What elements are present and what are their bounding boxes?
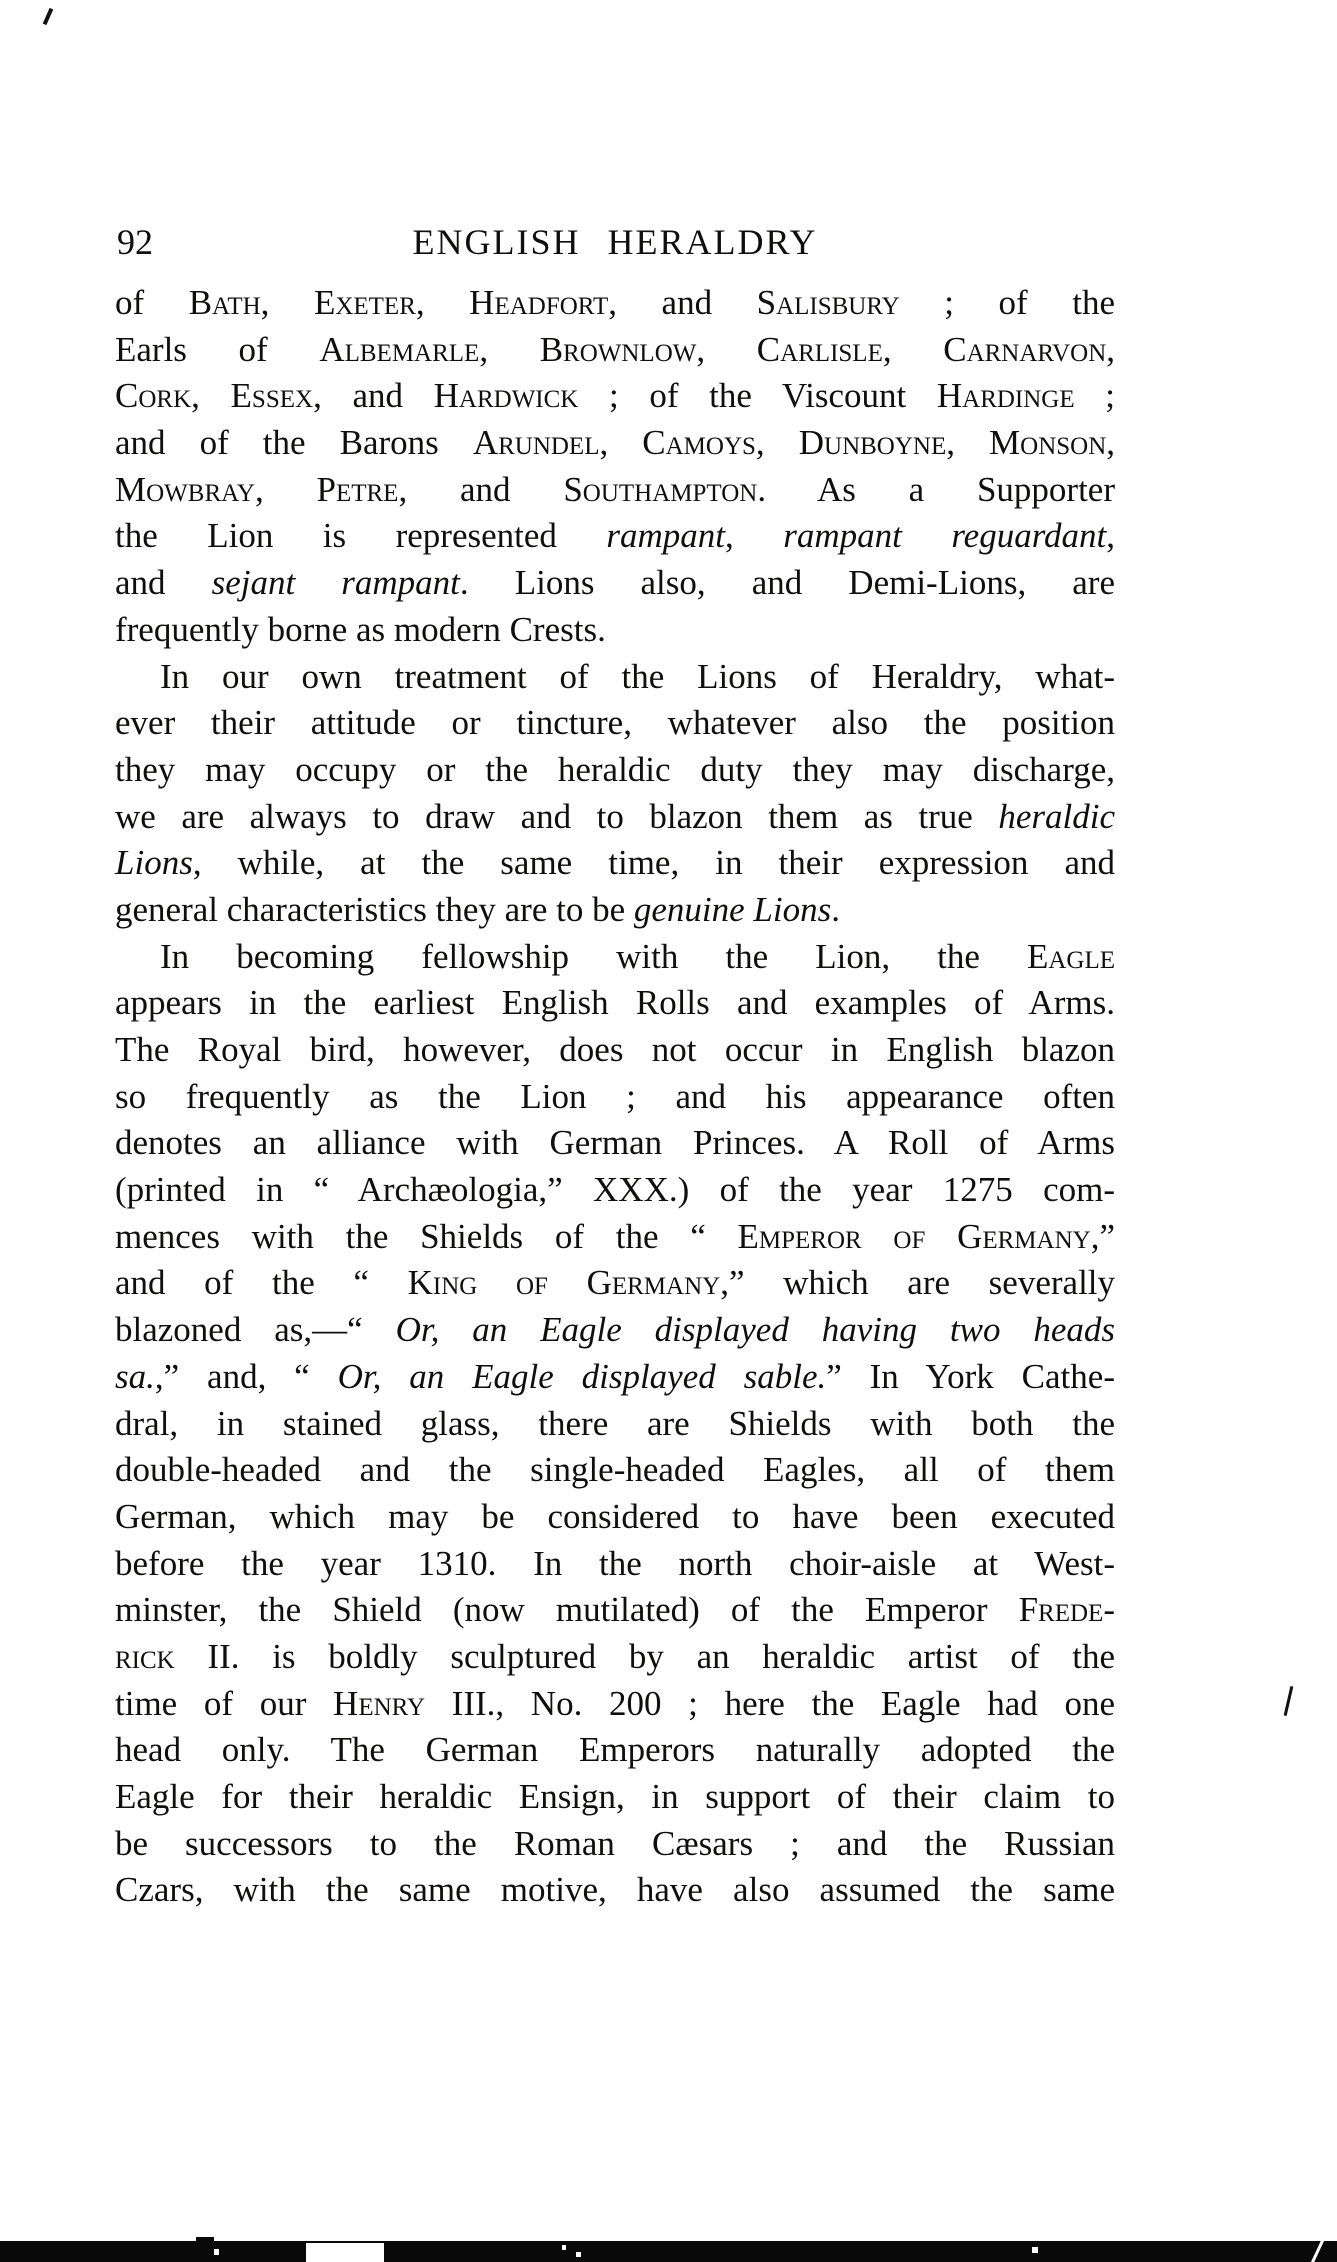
text-segment: , bbox=[1106, 329, 1116, 369]
text-segment: , bbox=[599, 423, 643, 463]
text-line bbox=[115, 1307, 1115, 1354]
text-segment: , bbox=[260, 283, 314, 322]
text-line bbox=[115, 794, 1115, 841]
text-segment: (printed in “ Archæologia,” XXX.) of the year 1275 com- bbox=[115, 1170, 1115, 1210]
small-caps-text: Bath bbox=[188, 283, 261, 322]
small-caps-text: Brownlow bbox=[539, 329, 697, 369]
text-segment: ; of the bbox=[899, 283, 1115, 322]
scan-bar-speck bbox=[214, 2249, 219, 2255]
text-segment: Earls of bbox=[115, 329, 320, 369]
text-line bbox=[115, 607, 1115, 654]
text-line bbox=[115, 1260, 1115, 1307]
small-caps-text: Camoys bbox=[642, 423, 756, 463]
text-segment: and of the Barons bbox=[115, 423, 473, 463]
text-segment: The Royal bird, however, does not occur in English blazon bbox=[115, 1030, 1115, 1069]
text-segment: , bbox=[946, 423, 990, 463]
text-segment: blazoned as,—“ bbox=[115, 1310, 396, 1350]
corner-scan-mark bbox=[43, 8, 54, 25]
text-line bbox=[115, 1634, 1115, 1681]
text-segment: . Lions also, and Demi-Lions, are bbox=[459, 563, 1115, 603]
text-segment: , and bbox=[398, 469, 564, 509]
text-segment: III., No. 200 ; here the Eagle had one bbox=[425, 1683, 1115, 1723]
text-segment: before the year 1310. In the north choir-aisle at West- bbox=[115, 1543, 1115, 1583]
text-line bbox=[115, 1120, 1115, 1167]
text-segment: head only. The German Emperors naturally adopted the bbox=[115, 1730, 1115, 1770]
text-segment: and bbox=[115, 563, 212, 603]
stray-pen-mark bbox=[1284, 1686, 1294, 1716]
text-line bbox=[115, 1821, 1115, 1868]
small-caps-text: Henry bbox=[333, 1683, 425, 1723]
text-segment: appears in the earliest English Rolls and examples of Arms. bbox=[115, 983, 1115, 1023]
italic-text: genuine Lions bbox=[633, 889, 832, 929]
small-caps-text: Albemarle bbox=[319, 329, 480, 369]
text-segment: , and bbox=[608, 283, 757, 322]
text-line bbox=[115, 327, 1115, 374]
small-caps-text: Eagle bbox=[1026, 936, 1115, 976]
small-caps-text: Exeter bbox=[313, 283, 416, 322]
text-line bbox=[115, 887, 1115, 934]
text-line bbox=[115, 747, 1115, 794]
small-caps-text: Mowbray bbox=[115, 469, 255, 509]
text-line bbox=[115, 1027, 1115, 1074]
text-line bbox=[115, 700, 1115, 747]
small-caps-text: rick bbox=[115, 1636, 175, 1676]
italic-text: heraldic bbox=[998, 796, 1115, 836]
text-segment: , bbox=[755, 423, 799, 463]
text-segment: time of our bbox=[115, 1683, 334, 1723]
text-line bbox=[115, 1354, 1115, 1401]
text-line bbox=[115, 1587, 1115, 1634]
text-line bbox=[115, 513, 1115, 560]
text-segment: ” In York Cathe- bbox=[826, 1356, 1115, 1396]
text-segment: ,” which are severally bbox=[720, 1263, 1116, 1303]
text-segment: . bbox=[831, 889, 840, 929]
text-line bbox=[115, 1867, 1115, 1914]
text-line bbox=[115, 1727, 1115, 1774]
italic-text: Or, an Eagle displayed sable. bbox=[337, 1356, 827, 1396]
small-caps-text: Frede- bbox=[1018, 1590, 1115, 1630]
text-segment: German, which may be considered to have been executed bbox=[115, 1496, 1115, 1536]
italic-text: rampant reguardant bbox=[783, 516, 1107, 556]
text-segment: , bbox=[696, 329, 757, 369]
scan-bar-speck bbox=[1032, 2247, 1038, 2253]
text-segment: . As a Supporter bbox=[757, 469, 1115, 509]
small-caps-text: King of Germany bbox=[407, 1263, 721, 1303]
text-segment: and of the “ bbox=[115, 1263, 408, 1303]
text-line bbox=[115, 1074, 1115, 1121]
text-line bbox=[115, 467, 1115, 514]
italic-text: Lions bbox=[115, 843, 193, 883]
small-caps-text: Petre bbox=[316, 469, 399, 509]
text-segment: mences with the Shields of the “ bbox=[115, 1216, 738, 1256]
text-line bbox=[115, 1774, 1115, 1821]
text-segment: ,” and, “ bbox=[154, 1356, 338, 1396]
text-segment: , bbox=[415, 283, 470, 322]
text-segment: Czars, with the same motive, have also assumed the same bbox=[115, 1870, 1115, 1910]
text-segment: general characteristics they are to be bbox=[115, 889, 634, 929]
small-caps-text: Carlisle bbox=[756, 329, 883, 369]
text-segment: , bbox=[254, 469, 317, 509]
text-segment: , bbox=[191, 376, 231, 416]
scan-bar-speck bbox=[562, 2245, 566, 2250]
text-line bbox=[115, 373, 1115, 420]
small-caps-text: Arundel bbox=[472, 423, 600, 463]
text-segment: they may occupy or the heraldic duty they may discharge, bbox=[115, 749, 1115, 789]
text-segment: , bbox=[882, 329, 944, 369]
text-line bbox=[115, 280, 1115, 327]
text-line bbox=[115, 654, 1115, 701]
small-caps-text: Hardinge bbox=[936, 376, 1075, 416]
text-line bbox=[115, 420, 1115, 467]
italic-text: sa. bbox=[115, 1356, 155, 1396]
text-segment: ever their attitude or tincture, whatever also the position bbox=[115, 703, 1115, 743]
scan-bar-gap bbox=[306, 2243, 384, 2262]
text-segment: dral, in stained glass, there are Shields with both the bbox=[115, 1403, 1115, 1443]
small-caps-text: Carnarvon bbox=[943, 329, 1107, 369]
small-caps-text: Southampton bbox=[563, 469, 758, 509]
small-caps-text: Salisbury bbox=[756, 283, 900, 322]
text-segment: II. is boldly sculptured by an heraldic artist of the bbox=[174, 1636, 1115, 1676]
text-line bbox=[115, 980, 1115, 1027]
page-number: 92 bbox=[117, 222, 153, 262]
text-segment: ; bbox=[1074, 376, 1115, 416]
text-segment: minster, the Shield (now mutilated) of the Emperor bbox=[115, 1590, 1019, 1630]
text-line bbox=[115, 1447, 1115, 1494]
scan-bar-bump bbox=[196, 2237, 214, 2242]
text-line bbox=[115, 560, 1115, 607]
page-header bbox=[115, 220, 1115, 264]
text-segment: , while, at the same time, in their expression and bbox=[192, 843, 1115, 883]
text-line bbox=[115, 1494, 1115, 1541]
small-caps-text: Cork bbox=[115, 376, 192, 416]
text-segment: so frequently as the Lion ; and his appearance often bbox=[115, 1076, 1115, 1116]
body-text bbox=[115, 280, 1115, 1914]
scan-bar-speck bbox=[576, 2252, 581, 2257]
text-segment: ; of the Viscount bbox=[578, 376, 937, 416]
text-line bbox=[115, 934, 1115, 981]
text-segment: , bbox=[1106, 423, 1116, 463]
small-caps-text: Hardwick bbox=[433, 376, 579, 416]
small-caps-text: Monson bbox=[989, 423, 1107, 463]
text-segment: Eagle for their heraldic Ensign, in support of their claim to bbox=[115, 1777, 1115, 1816]
text-line bbox=[115, 840, 1115, 887]
scan-bar-slash bbox=[1310, 2239, 1324, 2262]
italic-text: rampant bbox=[606, 516, 726, 556]
text-line bbox=[115, 1167, 1115, 1214]
small-caps-text: Dunboyne bbox=[798, 423, 947, 463]
italic-text: sejant rampant bbox=[211, 563, 460, 603]
text-segment: frequently borne as modern Crests. bbox=[115, 609, 606, 649]
text-segment: denotes an alliance with German Princes. A Roll of Arms bbox=[115, 1123, 1115, 1163]
small-caps-text: Headfort bbox=[469, 283, 609, 322]
text-segment: be successors to the Roman Cæsars ; and the Russian bbox=[115, 1823, 1115, 1863]
text-segment: we are always to draw and to blazon them as true bbox=[115, 796, 999, 836]
text-segment: In our own treatment of the Lions of Heraldry, what- bbox=[160, 656, 1115, 696]
text-segment: , bbox=[1106, 516, 1115, 556]
small-caps-text: Emperor of Germany bbox=[737, 1216, 1091, 1256]
text-segment: ,” bbox=[1090, 1216, 1115, 1256]
italic-text: Or, an Eagle displayed having two heads bbox=[395, 1310, 1115, 1350]
text-segment: , bbox=[725, 516, 784, 556]
text-line bbox=[115, 1681, 1115, 1728]
scan-edge-bar bbox=[0, 2241, 1337, 2262]
text-segment: In becoming fellowship with the Lion, the bbox=[160, 936, 1027, 976]
text-segment: , bbox=[479, 329, 540, 369]
small-caps-text: Essex bbox=[230, 376, 314, 416]
text-segment: of bbox=[115, 283, 189, 322]
text-segment: , and bbox=[313, 376, 434, 416]
text-line bbox=[115, 1401, 1115, 1448]
text-line bbox=[115, 1214, 1115, 1261]
text-line bbox=[115, 1541, 1115, 1588]
page-title: ENGLISH HERALDRY bbox=[412, 222, 818, 262]
text-segment: the Lion is represented bbox=[115, 516, 607, 556]
text-segment: double-headed and the single-headed Eagles, all of them bbox=[115, 1450, 1115, 1490]
